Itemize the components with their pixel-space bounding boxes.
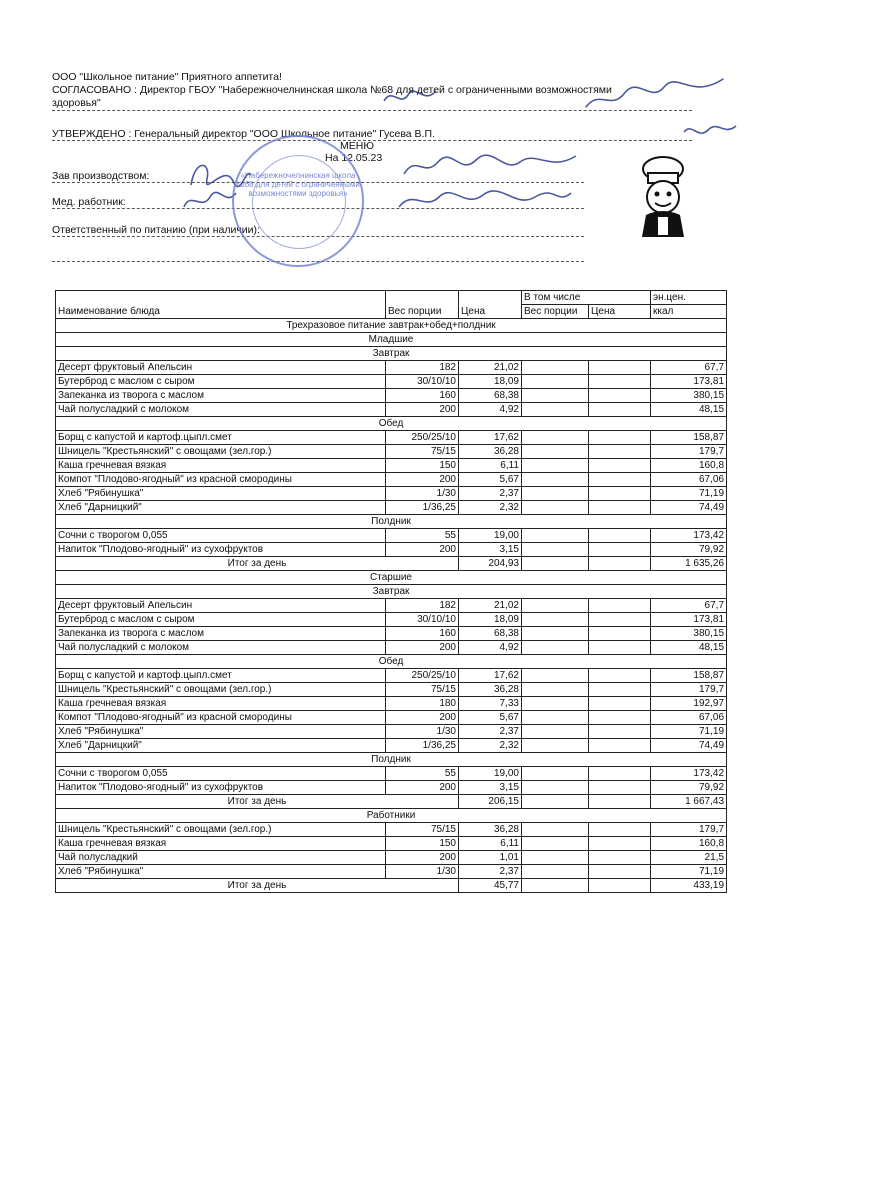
dish-row [56, 375, 727, 389]
dish-row [56, 725, 727, 739]
dish-inc-price [589, 459, 651, 473]
dish-kcal: 48,15 [651, 403, 727, 417]
dish-inc-price [589, 781, 651, 795]
dish-weight: 1/36,25 [386, 501, 459, 515]
dish-weight: 1/30 [386, 865, 459, 879]
dish-kcal: 71,19 [651, 725, 727, 739]
dish-inc-weight [522, 851, 589, 865]
dish-name: Шницель "Крестьянский" с овощами (зел.гор.) [56, 683, 386, 697]
dish-inc-weight [522, 837, 589, 851]
column-header-including: В том числе [522, 291, 651, 305]
dish-inc-price [589, 613, 651, 627]
total-inc-price [589, 795, 651, 809]
dish-row [56, 459, 727, 473]
meal-label: Полдник [56, 753, 727, 767]
dish-name: Хлеб "Дарницкий" [56, 501, 386, 515]
dish-inc-price [589, 669, 651, 683]
total-price: 206,15 [459, 795, 522, 809]
dish-price: 17,62 [459, 669, 522, 683]
dish-price: 19,00 [459, 767, 522, 781]
total-kcal: 1 667,43 [651, 795, 727, 809]
dish-name: Хлеб "Рябинушка" [56, 725, 386, 739]
dish-inc-weight [522, 473, 589, 487]
dish-weight: 1/30 [386, 487, 459, 501]
dish-row [56, 823, 727, 837]
dish-weight: 150 [386, 459, 459, 473]
dish-inc-weight [522, 767, 589, 781]
dish-row [56, 739, 727, 753]
dish-price: 18,09 [459, 613, 522, 627]
medical-label: Мед. работник: [52, 196, 126, 208]
total-label: Итог за день [56, 557, 459, 571]
dish-price: 2,32 [459, 501, 522, 515]
dish-inc-weight [522, 823, 589, 837]
dish-price: 2,37 [459, 865, 522, 879]
dish-weight: 200 [386, 403, 459, 417]
group-label: Старшие [56, 571, 727, 585]
dish-inc-price [589, 599, 651, 613]
dish-inc-price [589, 697, 651, 711]
total-label: Итог за день [56, 795, 459, 809]
dish-weight: 250/25/10 [386, 669, 459, 683]
dish-inc-weight [522, 739, 589, 753]
dish-name: Бутерброд с маслом с сыром [56, 613, 386, 627]
dish-row [56, 767, 727, 781]
table-title-row [56, 319, 727, 333]
dish-row [56, 697, 727, 711]
dish-inc-price [589, 627, 651, 641]
menu-date: На 12.05.23 [325, 152, 383, 164]
dish-kcal: 158,87 [651, 431, 727, 445]
dish-name: Напиток "Плодово-ягодный" из сухофруктов [56, 543, 386, 557]
dish-name: Чай полусладкий [56, 851, 386, 865]
dish-kcal: 67,7 [651, 361, 727, 375]
company-line: ООО "Школьное питание" Приятного аппетита! [52, 71, 282, 83]
column-header-inc-price: Цена [589, 305, 651, 319]
dish-kcal: 74,49 [651, 739, 727, 753]
dish-weight: 1/36,25 [386, 739, 459, 753]
total-inc-weight [522, 795, 589, 809]
dish-price: 5,67 [459, 473, 522, 487]
dish-weight: 160 [386, 627, 459, 641]
total-price: 204,93 [459, 557, 522, 571]
dish-price: 19,00 [459, 529, 522, 543]
total-label: Итог за день [56, 879, 459, 893]
group-label: Работники [56, 809, 727, 823]
stamp-text: «Набережночелнинская школа №68 для детей с ограниченными возможностями здоровья» [236, 171, 360, 198]
dish-price: 4,92 [459, 641, 522, 655]
dish-weight: 30/10/10 [386, 613, 459, 627]
dish-inc-weight [522, 501, 589, 515]
dish-inc-weight [522, 725, 589, 739]
responsible-label: Ответственный по питанию (при наличии): [52, 224, 260, 236]
dish-weight: 75/15 [386, 823, 459, 837]
dish-weight: 250/25/10 [386, 431, 459, 445]
dish-row [56, 361, 727, 375]
total-kcal: 433,19 [651, 879, 727, 893]
meal-row [56, 515, 727, 529]
dish-price: 3,15 [459, 781, 522, 795]
dish-name: Шницель "Крестьянский" с овощами (зел.гор.) [56, 823, 386, 837]
group-row [56, 333, 727, 347]
dish-inc-weight [522, 627, 589, 641]
dish-name: Каша гречневая вязкая [56, 697, 386, 711]
dish-inc-price [589, 403, 651, 417]
dish-kcal: 380,15 [651, 627, 727, 641]
dish-price: 21,02 [459, 361, 522, 375]
dish-kcal: 160,8 [651, 459, 727, 473]
handwritten-signature [680, 118, 740, 148]
dish-inc-weight [522, 613, 589, 627]
dish-row [56, 431, 727, 445]
handwritten-signature [395, 185, 575, 221]
total-row [56, 879, 727, 893]
total-inc-price [589, 879, 651, 893]
dish-kcal: 79,92 [651, 543, 727, 557]
meal-row [56, 655, 727, 669]
dish-inc-weight [522, 459, 589, 473]
total-row [56, 557, 727, 571]
agreed-line: СОГЛАСОВАНО : Директор ГБОУ "Набережночелнинская школа №68 для детей с ограниченными возможностями [52, 84, 612, 96]
dish-weight: 200 [386, 851, 459, 865]
dish-inc-weight [522, 361, 589, 375]
dish-inc-price [589, 767, 651, 781]
dish-inc-weight [522, 669, 589, 683]
dish-kcal: 21,5 [651, 851, 727, 865]
dish-inc-weight [522, 641, 589, 655]
dish-kcal: 173,42 [651, 529, 727, 543]
dish-inc-price [589, 361, 651, 375]
dish-row [56, 599, 727, 613]
dish-inc-price [589, 725, 651, 739]
dish-row [56, 851, 727, 865]
dish-name: Компот "Плодово-ягодный" из красной смородины [56, 473, 386, 487]
dish-name: Шницель "Крестьянский" с овощами (зел.гор.) [56, 445, 386, 459]
dish-inc-price [589, 739, 651, 753]
dish-inc-weight [522, 375, 589, 389]
dish-price: 17,62 [459, 431, 522, 445]
approved-line: УТВЕРЖДЕНО : Генеральный директор "ООО Школьное питание" Гусева В.П. [52, 128, 435, 140]
dish-price: 36,28 [459, 683, 522, 697]
dish-inc-weight [522, 487, 589, 501]
dish-inc-weight [522, 711, 589, 725]
dish-weight: 75/15 [386, 445, 459, 459]
dish-row [56, 501, 727, 515]
dish-inc-price [589, 473, 651, 487]
dish-price: 68,38 [459, 389, 522, 403]
total-price: 45,77 [459, 879, 522, 893]
dish-inc-weight [522, 543, 589, 557]
dish-inc-weight [522, 781, 589, 795]
dish-inc-price [589, 837, 651, 851]
group-row [56, 809, 727, 823]
dish-weight: 30/10/10 [386, 375, 459, 389]
dish-inc-weight [522, 445, 589, 459]
dish-kcal: 173,81 [651, 613, 727, 627]
dish-inc-weight [522, 431, 589, 445]
dish-row [56, 683, 727, 697]
dish-row [56, 389, 727, 403]
group-row [56, 571, 727, 585]
dish-price: 18,09 [459, 375, 522, 389]
dish-price: 1,01 [459, 851, 522, 865]
chef-illustration [628, 155, 698, 240]
dish-name: Каша гречневая вязкая [56, 837, 386, 851]
organization-stamp [232, 135, 364, 267]
dish-inc-weight [522, 403, 589, 417]
dish-name: Каша гречневая вязкая [56, 459, 386, 473]
meal-label: Обед [56, 655, 727, 669]
dish-price: 36,28 [459, 823, 522, 837]
total-inc-weight [522, 879, 589, 893]
dish-inc-weight [522, 599, 589, 613]
dish-name: Напиток "Плодово-ягодный" из сухофруктов [56, 781, 386, 795]
dish-weight: 180 [386, 697, 459, 711]
dish-name: Сочни с творогом 0,055 [56, 529, 386, 543]
dish-kcal: 79,92 [651, 781, 727, 795]
dish-name: Сочни с творогом 0,055 [56, 767, 386, 781]
dish-weight: 200 [386, 641, 459, 655]
dish-row [56, 543, 727, 557]
dish-row [56, 781, 727, 795]
meal-row [56, 753, 727, 767]
dish-row [56, 865, 727, 879]
dish-inc-price [589, 431, 651, 445]
dish-inc-price [589, 389, 651, 403]
dish-weight: 182 [386, 361, 459, 375]
dish-weight: 200 [386, 543, 459, 557]
dish-row [56, 529, 727, 543]
total-kcal: 1 635,26 [651, 557, 727, 571]
column-header-name: Наименование блюда [56, 291, 386, 319]
handwritten-signature [180, 185, 240, 221]
handwritten-signature [400, 150, 580, 188]
dish-inc-price [589, 851, 651, 865]
total-row [56, 795, 727, 809]
dish-weight: 1/30 [386, 725, 459, 739]
dish-kcal: 192,97 [651, 697, 727, 711]
dish-row [56, 473, 727, 487]
dish-price: 4,92 [459, 403, 522, 417]
dish-weight: 75/15 [386, 683, 459, 697]
dish-kcal: 74,49 [651, 501, 727, 515]
meal-row [56, 585, 727, 599]
total-inc-weight [522, 557, 589, 571]
meal-label: Завтрак [56, 585, 727, 599]
dish-kcal: 179,7 [651, 683, 727, 697]
dish-row [56, 669, 727, 683]
dish-price: 21,02 [459, 599, 522, 613]
dish-weight: 182 [386, 599, 459, 613]
dish-weight: 200 [386, 711, 459, 725]
dish-weight: 200 [386, 781, 459, 795]
dish-kcal: 71,19 [651, 865, 727, 879]
dish-inc-price [589, 487, 651, 501]
dish-price: 6,11 [459, 459, 522, 473]
dish-inc-price [589, 445, 651, 459]
table-title: Трехразовое питание завтрак+обед+полдник [56, 319, 727, 333]
column-header-energy: эн.цен. [651, 291, 727, 305]
dish-weight: 150 [386, 837, 459, 851]
dish-name: Десерт фруктовый Апельсин [56, 361, 386, 375]
dish-name: Запеканка из творога с маслом [56, 389, 386, 403]
dish-kcal: 179,7 [651, 823, 727, 837]
stamp-inner-ring [252, 155, 346, 249]
dish-row [56, 403, 727, 417]
dish-name: Чай полусладкий с молоком [56, 641, 386, 655]
meal-label: Завтрак [56, 347, 727, 361]
meal-label: Полдник [56, 515, 727, 529]
dish-inc-weight [522, 865, 589, 879]
dish-name: Запеканка из творога с маслом [56, 627, 386, 641]
handwritten-signature [380, 85, 440, 115]
dish-kcal: 160,8 [651, 837, 727, 851]
dish-price: 5,67 [459, 711, 522, 725]
dish-inc-weight [522, 697, 589, 711]
column-header-energy-unit: ккал [651, 305, 727, 319]
dish-price: 6,11 [459, 837, 522, 851]
meal-row [56, 347, 727, 361]
dish-kcal: 67,06 [651, 711, 727, 725]
dish-price: 2,37 [459, 725, 522, 739]
column-header-weight: Вес порции [386, 291, 459, 319]
dish-name: Компот "Плодово-ягодный" из красной смородины [56, 711, 386, 725]
dish-row [56, 837, 727, 851]
dish-row [56, 711, 727, 725]
dish-row [56, 641, 727, 655]
dish-inc-price [589, 375, 651, 389]
dish-kcal: 67,7 [651, 599, 727, 613]
dish-price: 2,32 [459, 739, 522, 753]
dish-row [56, 613, 727, 627]
production-head-label: Зав производством: [52, 170, 150, 182]
dish-kcal: 158,87 [651, 669, 727, 683]
dish-kcal: 173,42 [651, 767, 727, 781]
dish-inc-weight [522, 529, 589, 543]
dish-price: 3,15 [459, 543, 522, 557]
menu-table [55, 290, 727, 893]
dish-inc-weight [522, 389, 589, 403]
dish-inc-price [589, 529, 651, 543]
dish-inc-price [589, 683, 651, 697]
column-header-price: Цена [459, 291, 522, 319]
dish-price: 2,37 [459, 487, 522, 501]
group-label: Младшие [56, 333, 727, 347]
dish-name: Борщ с капустой и картоф.цыпл.смет [56, 431, 386, 445]
total-inc-price [589, 557, 651, 571]
dish-weight: 55 [386, 767, 459, 781]
dish-name: Бутерброд с маслом с сыром [56, 375, 386, 389]
dish-kcal: 48,15 [651, 641, 727, 655]
dish-inc-price [589, 543, 651, 557]
meal-label: Обед [56, 417, 727, 431]
dish-inc-price [589, 711, 651, 725]
table-header-row-1 [56, 291, 727, 305]
dish-inc-weight [522, 683, 589, 697]
dish-inc-price [589, 641, 651, 655]
dish-kcal: 380,15 [651, 389, 727, 403]
dish-price: 7,33 [459, 697, 522, 711]
dish-weight: 160 [386, 389, 459, 403]
dish-row [56, 445, 727, 459]
dish-inc-price [589, 823, 651, 837]
dish-price: 68,38 [459, 627, 522, 641]
dish-weight: 200 [386, 473, 459, 487]
dish-name: Борщ с капустой и картоф.цыпл.смет [56, 669, 386, 683]
dish-inc-price [589, 865, 651, 879]
dish-name: Хлеб "Рябинушка" [56, 865, 386, 879]
dish-kcal: 67,06 [651, 473, 727, 487]
dish-kcal: 173,81 [651, 375, 727, 389]
dish-name: Хлеб "Дарницкий" [56, 739, 386, 753]
dish-inc-price [589, 501, 651, 515]
meal-row [56, 417, 727, 431]
dish-name: Десерт фруктовый Апельсин [56, 599, 386, 613]
dish-name: Хлеб "Рябинушка" [56, 487, 386, 501]
dish-row [56, 487, 727, 501]
agreed-line-cont: здоровья" [52, 97, 101, 109]
dish-row [56, 627, 727, 641]
dish-kcal: 179,7 [651, 445, 727, 459]
handwritten-signature [578, 70, 731, 122]
dish-name: Чай полусладкий с молоком [56, 403, 386, 417]
dish-weight: 55 [386, 529, 459, 543]
column-header-inc-weight: Вес порции [522, 305, 589, 319]
dish-kcal: 71,19 [651, 487, 727, 501]
dish-price: 36,28 [459, 445, 522, 459]
menu-title: МЕНЮ [340, 140, 374, 152]
